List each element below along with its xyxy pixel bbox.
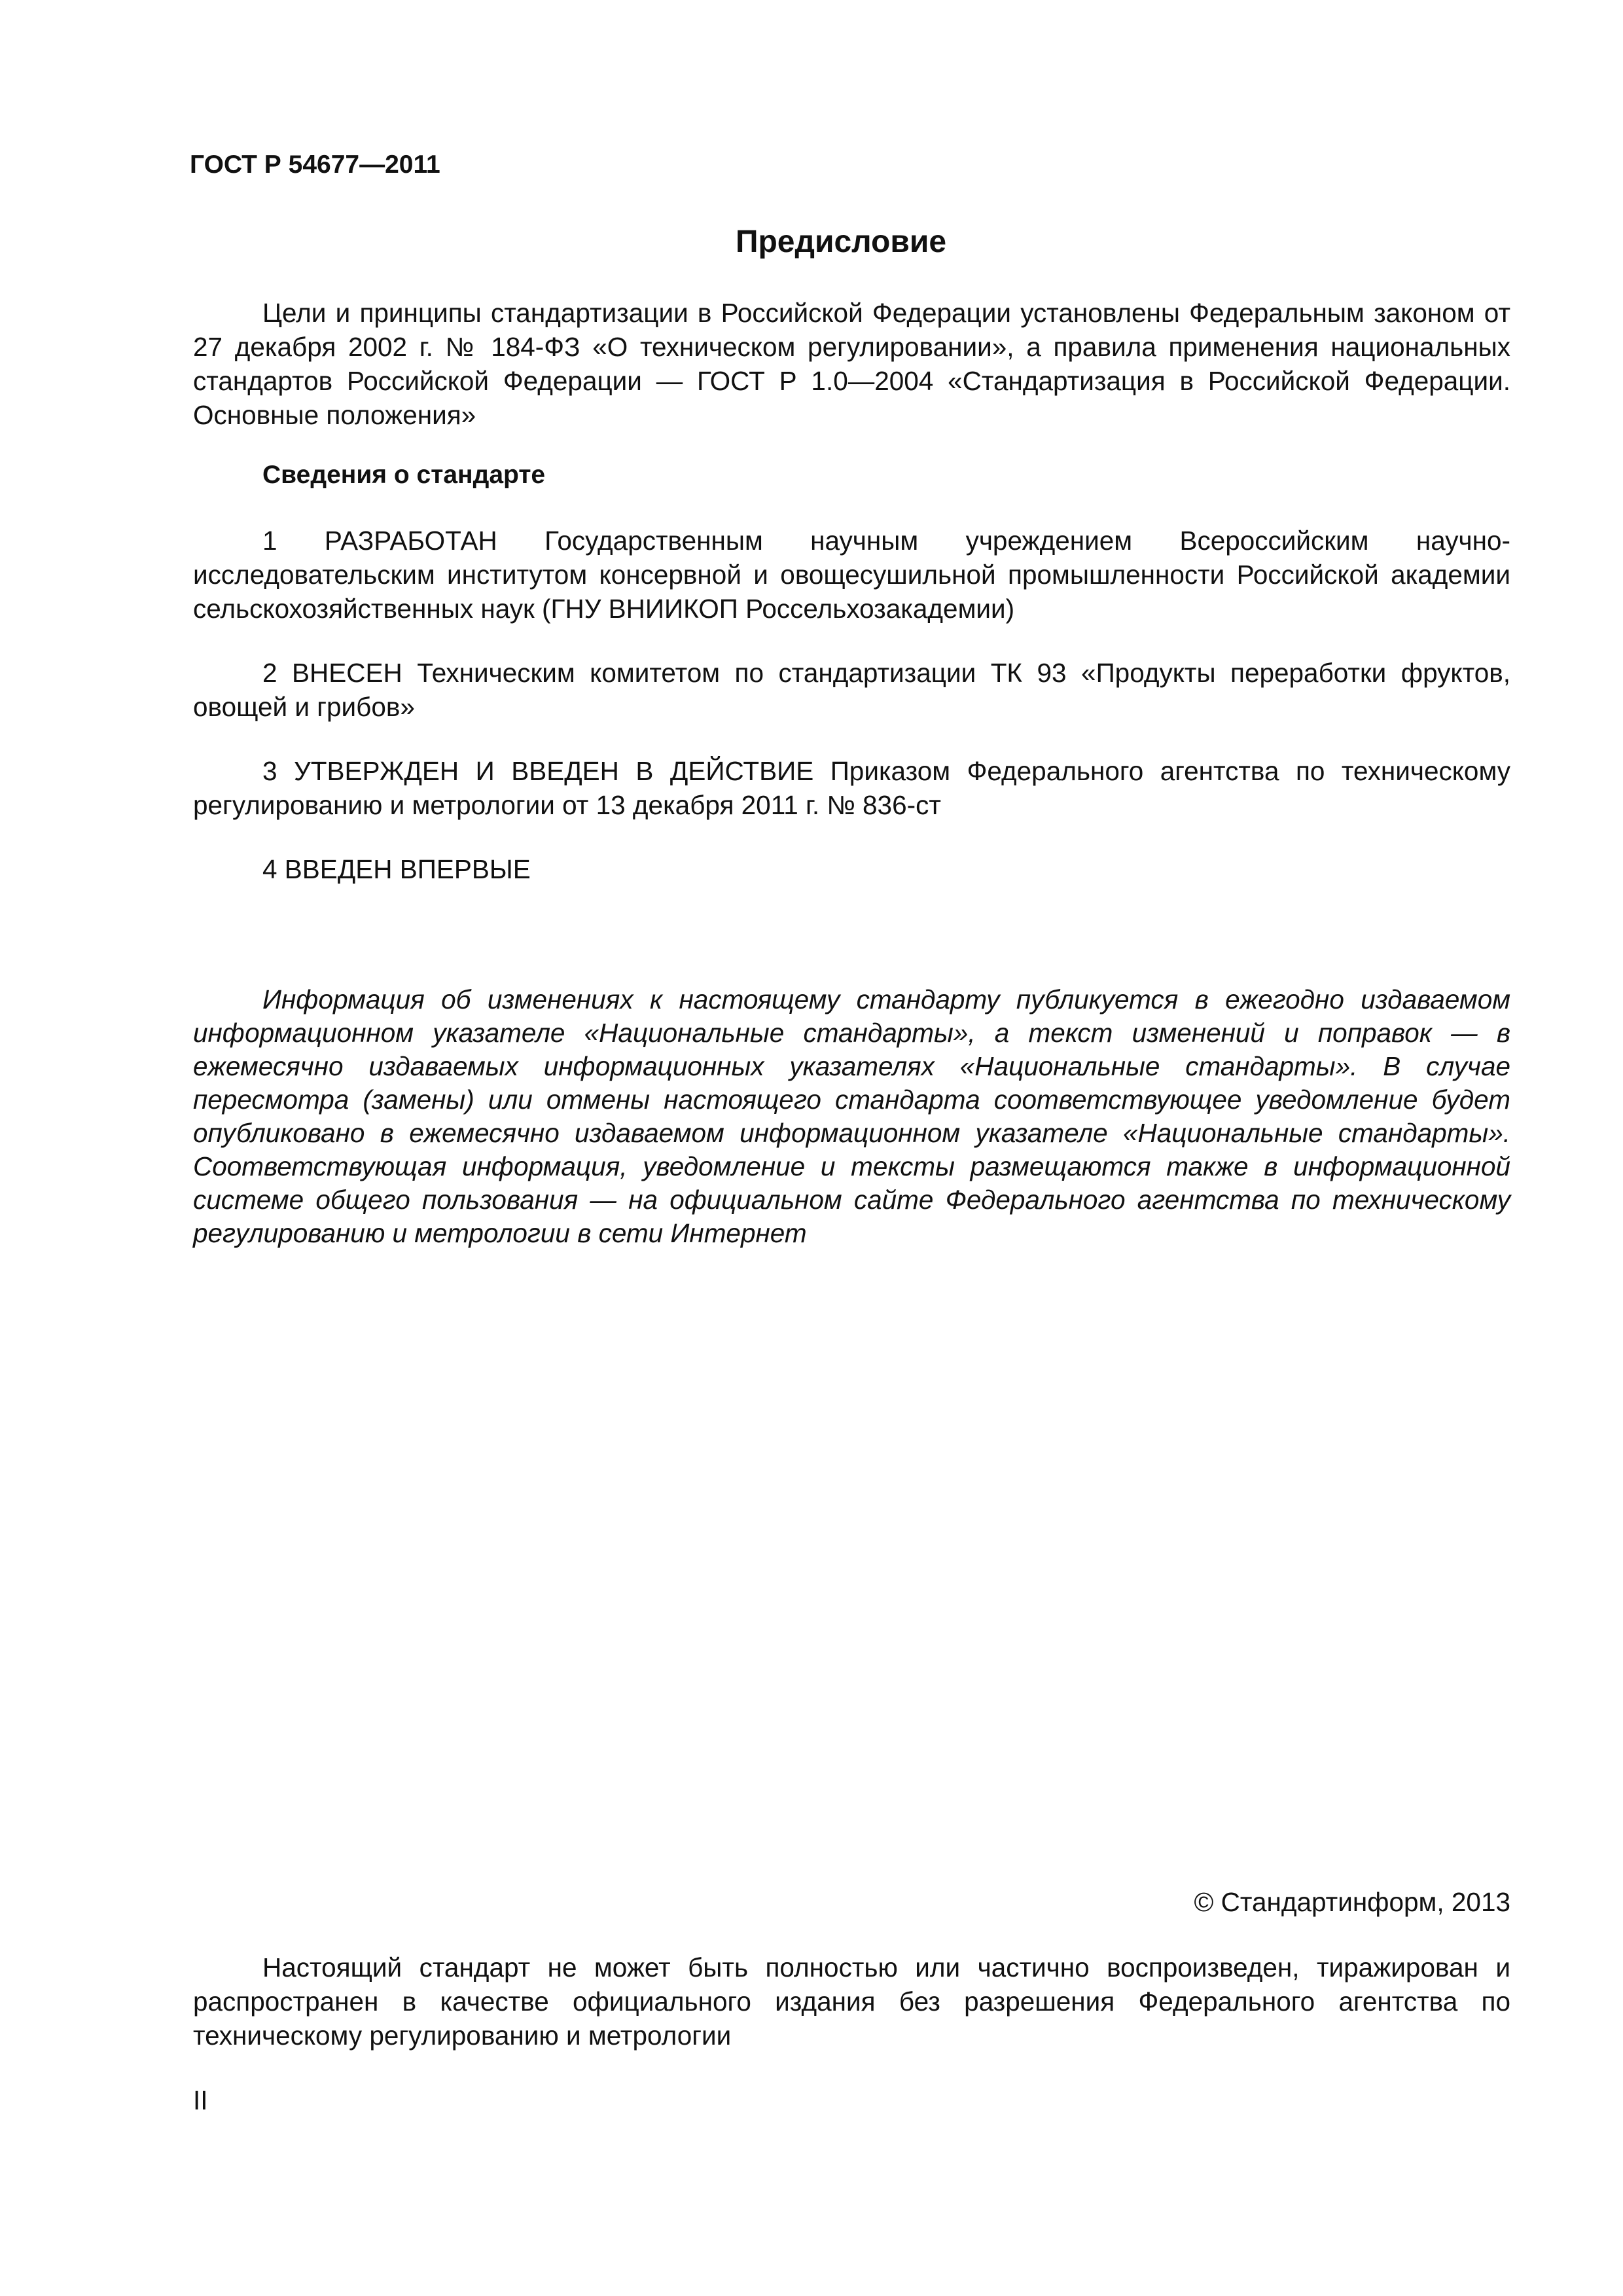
info-item-text: 1 РАЗРАБОТАН Государственным научным учреждением Всероссийским научно-исследовательским институтом консервной и овощесушильной промышленности Российской академии сельскохозяйственных наук (ГНУ ВНИИКОП Россельхозакадемии) [193, 526, 1510, 624]
page-title: Предисловие [735, 224, 947, 259]
info-item-text: 2 ВНЕСЕН Техническим комитетом по стандартизации ТК 93 «Продукты переработки фруктов, овощей и грибов» [193, 658, 1510, 722]
info-item-text: 3 УТВЕРЖДЕН И ВВЕДЕН В ДЕЙСТВИЕ Приказом Федерального агентства по техническому регулированию и метрологии от 13 декабря 2011 г. № 836-ст [193, 756, 1510, 820]
info-item-4: 4 ВВЕДЕН ВПЕРВЫЕ [262, 854, 531, 884]
changes-notice [193, 983, 1510, 1250]
info-item-2 [193, 656, 1510, 724]
info-item-3 [193, 754, 1510, 822]
page-number: II [193, 2085, 208, 2115]
copyright-line: © Стандартинформ, 2013 [1194, 1887, 1510, 1917]
reproduction-notice [193, 1950, 1510, 2053]
info-item-1 [193, 524, 1510, 626]
changes-notice-text: Информация об изменениях к настоящему стандарту публикуется в ежегодно издаваемом информационном указателе «Национальные стандарты», а текст изменений и поправок — в ежемесячно издаваемых информационных указателях «Национальные стандарты». В случае пересмотра (замены) или отмены настоящего стандарта соответствующее уведомление будет опубликовано в ежемесячно издаваемом информационном указателе «Национальные стандарты». Соответствующая информация, уведомление и тексты размещаются также в информационной системе общего пользования — на официальном сайте Федерального агентства по техническому регулированию и метрологии в сети Интернет [193, 984, 1510, 1248]
intro-paragraph [193, 296, 1510, 432]
intro-text: Цели и принципы стандартизации в Российской Федерации установлены Федеральным законом от 27 декабря 2002 г. № 184-ФЗ «О техническом регулировании», а правила применения национальных стандартов Российской Федерации — ГОСТ Р 1.0—2004 «Стандартизация в Российской Федерации. Основные положения» [193, 298, 1510, 430]
info-heading: Сведения о стандарте [262, 461, 546, 489]
reproduction-notice-text: Настоящий стандарт не может быть полностью или частично воспроизведен, тиражирован и распространен в качестве официального издания без разрешения Федерального агентства по техническому регулированию и метрологии [193, 1952, 1510, 2051]
standard-code-header: ГОСТ Р 54677—2011 [190, 151, 440, 179]
